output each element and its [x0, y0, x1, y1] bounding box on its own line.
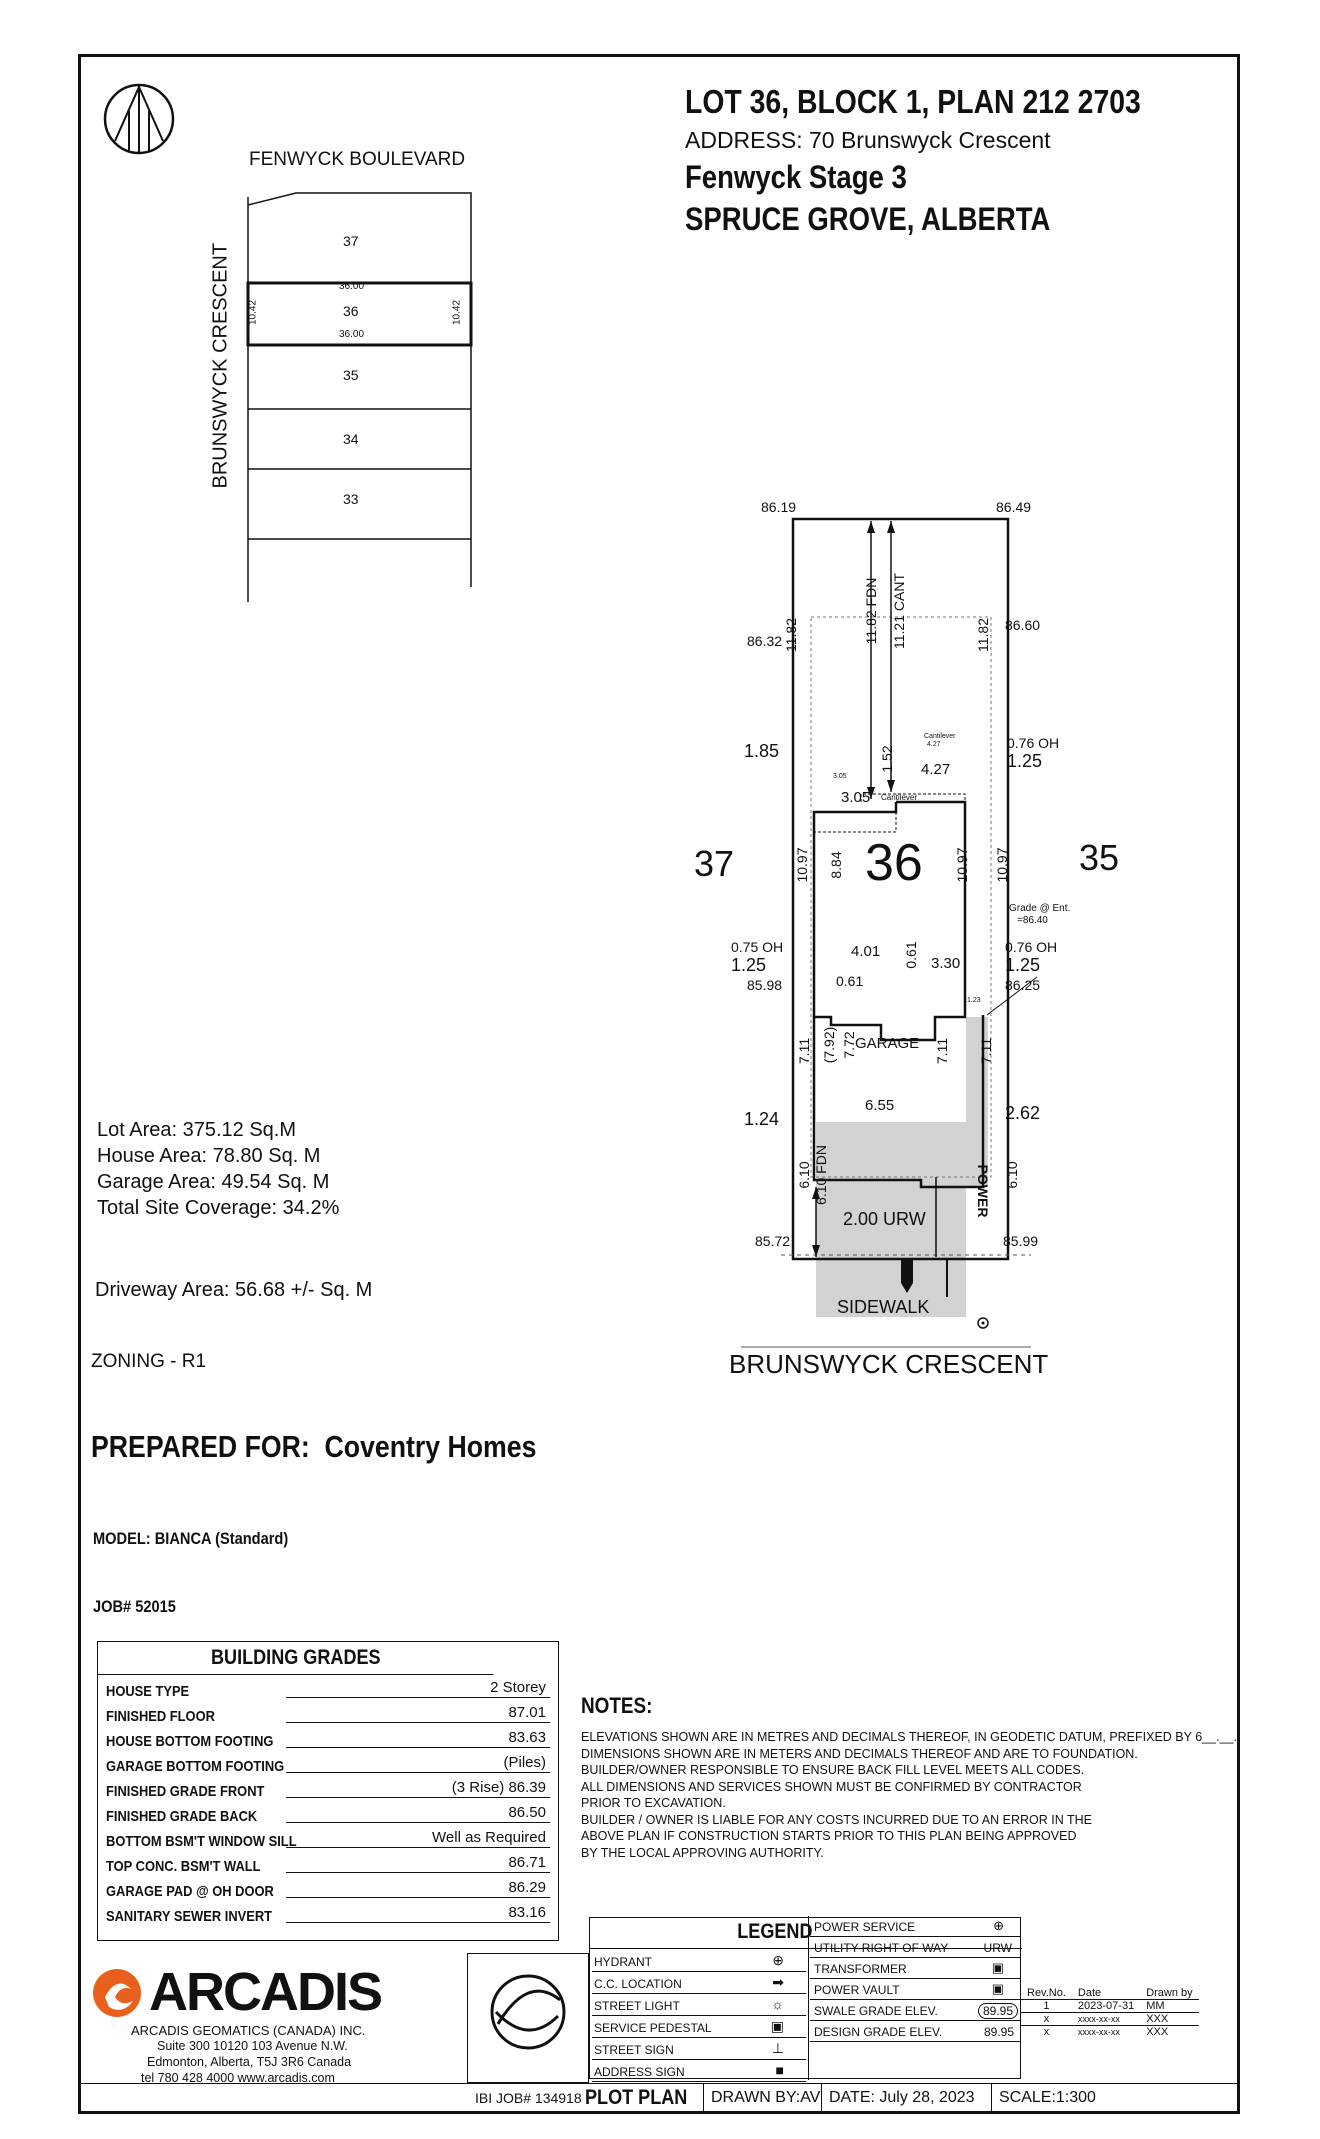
garage-area: Garage Area: 49.54 Sq. M — [97, 1171, 330, 1193]
elev-rear-left: 86.19 — [761, 499, 797, 515]
lot-title: LOT 36, BLOCK 1, PLAN 212 2703 — [685, 83, 1141, 120]
legend-symbol-icon: ▣ — [991, 1960, 1004, 1975]
footer-scale: SCALE:1:300 — [999, 2089, 1096, 2106]
dim-305-small: 3.05 — [833, 773, 847, 780]
prepared-label: PREPARED FOR: — [91, 1429, 310, 1464]
legend-label: SERVICE PEDESTAL — [594, 2021, 712, 2035]
grade-label: GARAGE PAD @ OH DOOR — [106, 1883, 274, 1900]
power-label: POWER — [975, 1164, 991, 1218]
footer-job: IBI JOB# 134918 — [475, 2090, 582, 2106]
grade-label: HOUSE BOTTOM FOOTING — [106, 1733, 274, 1750]
plot-drawing — [741, 507, 1161, 1367]
dim-772: 7.72 — [841, 1031, 857, 1059]
grade-label: SANITARY SEWER INVERT — [106, 1908, 273, 1925]
street-label: BRUNSWYCK CRESCENT — [729, 1349, 1049, 1379]
grade-row — [106, 1850, 550, 1875]
legend-item — [592, 2016, 806, 2038]
key-map-street-side: BRUNSWYCK CRESCENT — [209, 242, 232, 489]
company-line1: ARCADIS GEOMATICS (CANADA) INC. — [131, 2023, 366, 2038]
plot-plan-sheet — [78, 54, 1240, 2114]
city: SPRUCE GROVE, ALBERTA — [685, 201, 1051, 237]
legend-item — [592, 1972, 806, 1994]
notes-title: NOTES: — [581, 1693, 653, 1718]
dim-427-small: 4.27 — [927, 741, 941, 748]
legend-right — [810, 1916, 1020, 2042]
footer-plot-plan: PLOT PLAN — [585, 2086, 688, 2109]
grade-label: HOUSE TYPE — [106, 1683, 190, 1700]
grade-value: 83.16 — [508, 1904, 546, 1921]
legend-label: ADDRESS SIGN — [594, 2065, 685, 2079]
setback-rear-cant: 11.21 CANT — [891, 573, 907, 649]
garage-depth: 7.11 — [934, 1037, 950, 1065]
front-fdn: 6.10 FDN — [813, 1145, 829, 1205]
driveway-area: Driveway Area: 56.68 +/- Sq. M — [95, 1279, 373, 1301]
setback-rear-right: 11.82 — [975, 618, 991, 652]
key-dim-back: 36.00 — [339, 329, 365, 340]
legend-item — [592, 2038, 806, 2060]
grade-value: (3 Rise) 86.39 — [451, 1779, 546, 1796]
legend-symbol-icon: ■ — [775, 2062, 784, 2078]
garage-left: 7.11 — [796, 1037, 812, 1065]
company-line3: Edmonton, Alberta, T5J 3R6 Canada — [147, 2055, 352, 2069]
legend-label: STREET SIGN — [594, 2043, 674, 2057]
key-map-street-top: FENWYCK BOULEVARD — [249, 149, 466, 170]
grade-row — [106, 1725, 550, 1750]
legend-item — [810, 2021, 1020, 2042]
legend-label: POWER VAULT — [814, 1983, 900, 1997]
setback-rear-left: 11.82 — [783, 618, 799, 652]
company-line4: tel 780 428 4000 www.arcadis.com — [141, 2071, 335, 2085]
dim-330: 3.30 — [931, 955, 961, 972]
zoning: ZONING - R1 — [91, 1351, 207, 1372]
cantilever-a: Cantilever — [924, 733, 956, 740]
elev-mid-right: 86.60 — [1005, 617, 1041, 633]
grade-label: FINISHED FLOOR — [106, 1708, 215, 1725]
grades-title: BUILDING GRADES — [98, 1642, 494, 1675]
notes-body — [581, 1729, 1237, 1861]
legend-label: HYDRANT — [594, 1955, 653, 1969]
legend-left — [592, 1950, 806, 2082]
key-dim-left: 10.42 — [247, 299, 259, 326]
subdivision: Fenwyck Stage 3 — [685, 159, 907, 195]
key-lot-33: 33 — [343, 491, 359, 507]
grade-row — [106, 1875, 550, 1900]
key-dim-front: 36.00 — [339, 281, 365, 292]
side-right-upper: 1.25 — [1007, 751, 1043, 771]
grade-row — [106, 1775, 550, 1800]
building-grades-table — [97, 1641, 559, 1941]
legend-title: LEGEND — [737, 1920, 813, 1943]
grade-label: FINISHED GRADE BACK — [106, 1808, 258, 1825]
key-lot-35: 35 — [343, 367, 359, 383]
grade-row — [106, 1700, 550, 1725]
north-arrow-icon — [101, 81, 177, 157]
grades-rows — [98, 1675, 558, 1925]
grade-value: 83.63 — [508, 1729, 546, 1746]
legend-symbol-icon: ⊕ — [772, 1952, 784, 1968]
grade-value: 87.01 — [508, 1704, 546, 1721]
lot-area: Lot Area: 375.12 Sq.M — [97, 1119, 297, 1141]
grade-row — [106, 1825, 550, 1850]
elev-front-mid-right: 86.25 — [1005, 977, 1041, 993]
note-line: BUILDER/OWNER RESPONSIBLE TO ENSURE BACK FILL LEVEL MEETS ALL CODES. — [581, 1763, 1085, 1777]
depth-right-outer: 10.97 — [994, 847, 1010, 883]
dim-061: 0.61 — [836, 973, 864, 989]
legend-label: UTILITY RIGHT OF WAY — [814, 1941, 949, 1955]
depth-right: 10.97 — [954, 847, 970, 883]
grade-entry-val: =86.40 — [1017, 915, 1048, 926]
note-line: DIMENSIONS SHOWN ARE IN METERS AND DECIMALS THEREOF AND ARE TO FOUNDATION. — [581, 1746, 1138, 1761]
dim-123: 1.23 — [967, 997, 981, 1004]
note-line: BUILDER / OWNER IS LIABLE FOR ANY COSTS INCURRED DUE TO AN ERROR IN THE — [581, 1812, 1092, 1827]
urw-label: 2.00 URW — [843, 1209, 926, 1229]
garage-label: GARAGE — [855, 1035, 920, 1052]
note-line: ALL DIMENSIONS AND SERVICES SHOWN MUST BE CONFIRMED BY CONTRACTOR — [581, 1779, 1082, 1794]
site-coverage: Total Site Coverage: 34.2% — [97, 1197, 340, 1219]
side-left-garage: 1.24 — [744, 1109, 780, 1129]
note-line: ELEVATIONS SHOWN ARE IN METRES AND DECIMALS THEREOF, IN GEODETIC DATUM, PREFIXED BY 6__.__. — [581, 1730, 1237, 1744]
depth-left: 10.97 — [794, 847, 810, 883]
legend-symbol-icon: ➡ — [772, 1974, 784, 1990]
elev-front-right: 85.99 — [1003, 1233, 1039, 1249]
grade-value: 86.71 — [508, 1854, 546, 1871]
urw-code: URW — [983, 1941, 1012, 1955]
legend-item — [592, 1950, 806, 1972]
legend-item — [810, 1937, 1020, 1958]
revisions-table: Rev.No. Date Drawn by 1 2023-07-31 MM x xxxx-xx-xx XXX x xxxx-xx-xx XXX — [1021, 1987, 1199, 2038]
key-lot-34: 34 — [343, 431, 359, 447]
side-right-oh2: 0.76 OH — [1005, 939, 1058, 955]
legend-item — [592, 1994, 806, 2016]
key-map — [241, 187, 481, 617]
side-right-lower: 1.25 — [1005, 955, 1041, 975]
side-left-oh: 0.75 OH — [731, 939, 784, 955]
swale-value: 89.95 — [978, 2003, 1018, 2019]
company-name: ARCADIS — [149, 1962, 382, 2022]
setback-rear-fdn: 11.82 FDN — [863, 577, 879, 645]
grade-label: TOP CONC. BSM'T WALL — [106, 1858, 261, 1875]
side-left-upper: 1.85 — [744, 741, 780, 761]
legend-box — [589, 1917, 1021, 2079]
garage-right: 7.11 — [978, 1037, 994, 1065]
house-area: House Area: 78.80 Sq. M — [97, 1145, 321, 1167]
company-line2: Suite 300 10120 103 Avenue N.W. — [157, 2039, 348, 2053]
grade-value: Well as Required — [432, 1829, 546, 1846]
grade-value: 86.29 — [508, 1879, 546, 1896]
legend-item — [592, 2060, 806, 2082]
side-left-lower: 1.25 — [731, 955, 767, 975]
dim-cant-small: 1.52 — [879, 745, 895, 773]
side-right-garage: 2.62 — [1005, 1103, 1041, 1123]
legend-item — [810, 1916, 1020, 1937]
legend-label: C.C. LOCATION — [594, 1977, 682, 1991]
neighbor-left: 37 — [694, 843, 735, 884]
key-lot-36: 36 — [343, 303, 359, 319]
grade-label: GARAGE BOTTOM FOOTING — [106, 1758, 285, 1775]
legend-label: POWER SERVICE — [814, 1920, 916, 1934]
neighbor-right: 35 — [1079, 837, 1120, 878]
address: ADDRESS: 70 Brunswyck Crescent — [685, 127, 1051, 153]
grade-row — [106, 1750, 550, 1775]
depth-inner: 8.84 — [828, 851, 844, 879]
grade-label: FINISHED GRADE FRONT — [106, 1783, 265, 1800]
grade-label: BOTTOM BSM'T WINDOW SILL — [106, 1833, 297, 1850]
grade-row — [106, 1900, 550, 1925]
job-number: JOB# 52015 — [93, 1597, 176, 1616]
front-right: 6.10 — [1004, 1161, 1020, 1189]
dim-305: 3.05 — [841, 789, 871, 806]
footer-drawn: DRAWN BY:AV — [711, 2089, 821, 2106]
dim-401: 4.01 — [851, 943, 881, 960]
legend-label: TRANSFORMER — [814, 1962, 907, 1976]
elev-front-mid-left: 85.98 — [747, 977, 783, 993]
footer-date: DATE: July 28, 2023 — [829, 2089, 975, 2106]
note-line: BY THE LOCAL APPROVING AUTHORITY. — [581, 1845, 824, 1860]
model: MODEL: BIANCA (Standard) — [93, 1529, 289, 1548]
elev-rear-right: 86.49 — [996, 499, 1032, 515]
grade-entry: Grade @ Ent. — [1009, 903, 1071, 914]
sidewalk-label: SIDEWALK — [837, 1297, 930, 1317]
key-lot-37: 37 — [343, 233, 359, 249]
elev-front-left: 85.72 — [755, 1233, 791, 1249]
prepared-for — [91, 1429, 536, 1465]
garage-width: 6.55 — [865, 1097, 895, 1114]
dim-061-vertical: 0.61 — [903, 941, 919, 969]
design-value: 89.95 — [983, 2025, 1014, 2039]
arcadis-logo-icon — [91, 1967, 143, 2019]
legend-symbol-icon: ☼ — [771, 1996, 784, 2012]
grade-row — [106, 1675, 550, 1700]
legend-item — [810, 1979, 1020, 2000]
note-line: ABOVE PLAN IF CONSTRUCTION STARTS PRIOR TO THIS PLAN BEING APPROVED — [581, 1829, 1077, 1843]
grade-row — [106, 1800, 550, 1825]
key-dim-right: 10.42 — [451, 299, 463, 326]
grade-value: 2 Storey — [490, 1679, 546, 1696]
company-seal-icon — [468, 1954, 588, 2082]
legend-symbol-icon: ▣ — [991, 1981, 1004, 1996]
grade-value: (Piles) — [503, 1754, 546, 1771]
legend-symbol-icon: ⊥ — [771, 2040, 784, 2056]
elev-mid-left: 86.32 — [747, 633, 783, 649]
grade-value: 86.50 — [508, 1804, 546, 1821]
legend-label: STREET LIGHT — [594, 1999, 680, 2013]
legend-symbol-icon: ⊕ — [993, 1918, 1004, 1933]
front-left: 6.10 — [796, 1161, 812, 1189]
legend-item — [810, 1958, 1020, 1979]
lot-number: 36 — [865, 834, 923, 892]
legend-item — [810, 2000, 1020, 2021]
dim-792: (7.92) — [821, 1026, 837, 1064]
legend-label: DESIGN GRADE ELEV. — [814, 2025, 943, 2039]
client-name: Coventry Homes — [324, 1429, 537, 1464]
note-line: PRIOR TO EXCAVATION. — [581, 1796, 726, 1810]
side-right-oh: 0.76 OH — [1007, 735, 1060, 751]
cantilever-b: Cantilever — [881, 793, 918, 802]
footer-strip — [467, 2083, 1237, 2114]
seal-box — [467, 1953, 589, 2083]
dim-427: 4.27 — [921, 761, 951, 778]
legend-symbol-icon: ▣ — [770, 2018, 784, 2034]
legend-label: SWALE GRADE ELEV. — [814, 2004, 938, 2018]
